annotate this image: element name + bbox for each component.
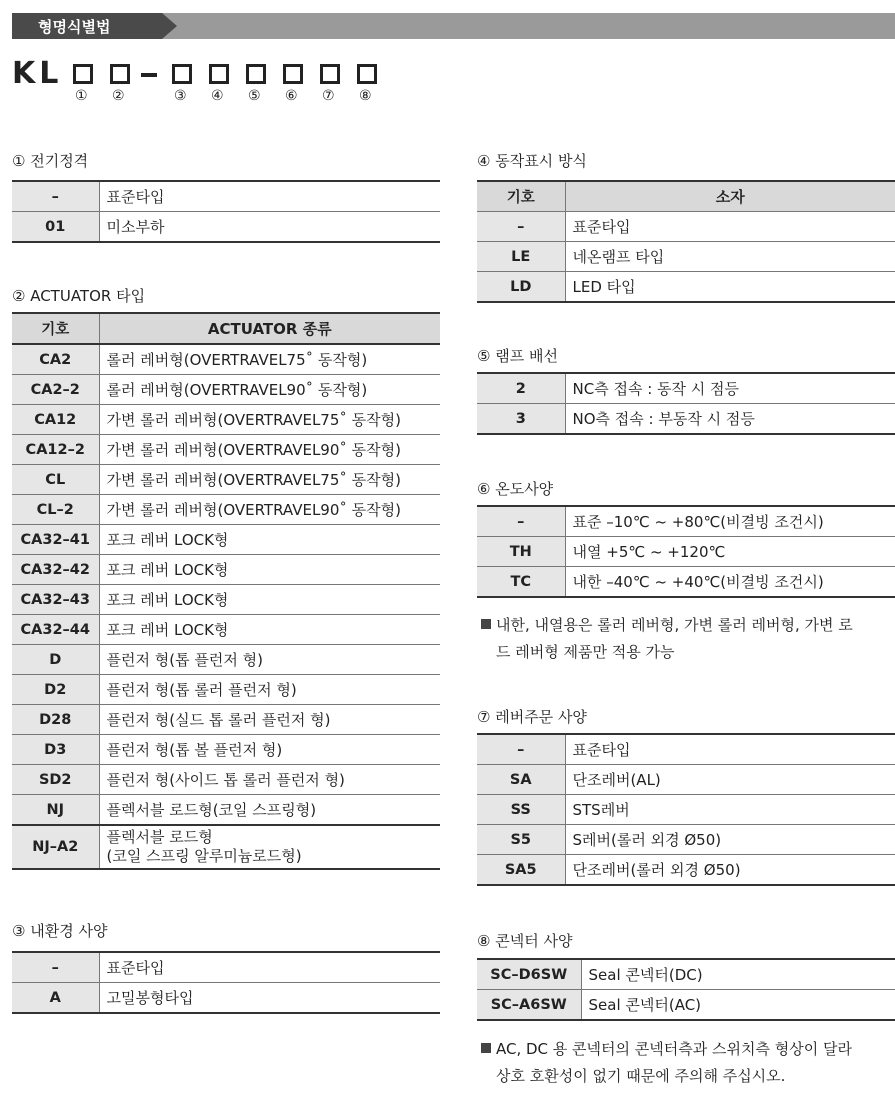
table-row — [12, 181, 440, 212]
desc-cell: 표준타입 — [565, 212, 895, 242]
desc-cell: STS레버 — [565, 795, 895, 825]
desc-cell: 플런저 형(실드 톱 롤러 플런저 형) — [99, 705, 440, 735]
code-cell: A — [12, 983, 99, 1014]
desc-cell: 표준 –10℃ ~ +80℃(비결빙 조건시) — [565, 506, 895, 537]
desc-cell: 포크 레버 LOCK형 — [99, 585, 440, 615]
code-cell: CA32–41 — [12, 525, 99, 555]
desc-cell: 포크 레버 LOCK형 — [99, 525, 440, 555]
code-cell: 01 — [12, 212, 99, 243]
table-row — [12, 735, 440, 765]
environment-spec-table — [12, 951, 440, 1014]
code-cell: SS — [477, 795, 565, 825]
desc-line-2: (코일 스프링 알루미늄로드형) — [106, 847, 302, 865]
page-title: 형명식별법 — [38, 18, 111, 36]
connector-note — [481, 1036, 852, 1090]
table-row — [12, 405, 440, 435]
position-number-1: ① — [75, 88, 88, 104]
section-title-temperature-spec: ⑥ 온도사양 — [477, 480, 554, 498]
temperature-note — [481, 612, 853, 666]
table-row — [477, 567, 895, 598]
section-title-lever-order-spec: ⑦ 레버주문 사양 — [477, 708, 587, 726]
section-title-environment-spec: ③ 내환경 사양 — [12, 922, 108, 940]
code-cell: 2 — [477, 373, 565, 404]
desc-cell: 네온램프 타입 — [565, 242, 895, 272]
position-number-4: ④ — [211, 88, 224, 104]
column-header-actuator-kind: ACTUATOR 종류 — [99, 313, 440, 344]
code-cell: – — [12, 952, 99, 983]
table-row — [477, 404, 895, 435]
position-number-2: ② — [112, 88, 125, 104]
table-row — [12, 525, 440, 555]
desc-cell: 표준타입 — [99, 952, 440, 983]
table-row — [12, 645, 440, 675]
desc-cell: NO측 접속 : 부동작 시 점등 — [565, 404, 895, 435]
code-dash — [141, 73, 157, 77]
desc-cell: 고밀봉형타입 — [99, 983, 440, 1014]
code-cell: LD — [477, 272, 565, 303]
desc-cell: 플런저 형(톱 플런저 형) — [99, 645, 440, 675]
desc-cell: 가변 롤러 레버형(OVERTRAVEL75˚ 동작형) — [99, 465, 440, 495]
code-cell: S5 — [477, 825, 565, 855]
table-row — [477, 959, 895, 990]
position-number-6: ⑥ — [285, 88, 298, 104]
code-cell: CA32–44 — [12, 615, 99, 645]
column-header-code: 기호 — [477, 181, 565, 212]
actuator-rows — [12, 344, 440, 825]
table-row — [477, 825, 895, 855]
placeholder-box-4 — [209, 64, 229, 84]
table-row — [12, 983, 440, 1014]
code-cell: NJ–A2 — [12, 825, 99, 869]
table-row — [12, 675, 440, 705]
code-cell: D3 — [12, 735, 99, 765]
table-row — [12, 555, 440, 585]
bullet-square-icon — [481, 1043, 491, 1053]
desc-cell — [99, 825, 440, 869]
table-row — [12, 495, 440, 525]
code-cell: 3 — [477, 404, 565, 435]
table-row — [477, 990, 895, 1021]
placeholder-box-6 — [283, 64, 303, 84]
electrical-rating-table — [12, 180, 440, 243]
desc-cell: LED 타입 — [565, 272, 895, 303]
actuator-type-table — [12, 312, 440, 870]
desc-cell: 표준타입 — [565, 734, 895, 765]
desc-cell: Seal 콘넥터(AC) — [581, 990, 895, 1021]
code-cell: D2 — [12, 675, 99, 705]
code-cell: CL — [12, 465, 99, 495]
code-cell: CA12–2 — [12, 435, 99, 465]
code-cell: – — [477, 212, 565, 242]
desc-cell: 미소부하 — [99, 212, 440, 243]
code-cell: SA — [477, 765, 565, 795]
section-title-actuator-type: ② ACTUATOR 타입 — [12, 287, 146, 305]
table-row — [477, 242, 895, 272]
desc-cell: 가변 롤러 레버형(OVERTRAVEL75˚ 동작형) — [99, 405, 440, 435]
desc-cell: 표준타입 — [99, 181, 440, 212]
code-cell: TC — [477, 567, 565, 598]
placeholder-box-1 — [73, 64, 93, 84]
table-row — [477, 373, 895, 404]
table-row — [12, 344, 440, 375]
placeholder-box-2 — [110, 64, 130, 84]
code-cell: CA32–43 — [12, 585, 99, 615]
table-row — [12, 952, 440, 983]
table-row — [12, 795, 440, 826]
code-cell: – — [477, 506, 565, 537]
position-number-8: ⑧ — [359, 88, 372, 104]
desc-cell: 플런저 형(톱 볼 플런저 형) — [99, 735, 440, 765]
section-title-electrical-rating: ① 전기정격 — [12, 152, 89, 170]
table-row — [477, 734, 895, 765]
bullet-square-icon — [481, 619, 491, 629]
temperature-spec-table — [477, 505, 895, 598]
indicator-type-table — [477, 180, 895, 303]
code-cell: CA12 — [12, 405, 99, 435]
code-cell: – — [12, 181, 99, 212]
code-cell: SC–D6SW — [477, 959, 581, 990]
table-row — [12, 825, 440, 869]
table-row — [12, 615, 440, 645]
table-row — [12, 212, 440, 243]
note-line-1: AC, DC 용 콘넥터의 콘넥터측과 스위치측 형상이 달라 — [496, 1040, 852, 1058]
table-row — [477, 272, 895, 303]
model-prefix: KL — [12, 56, 63, 91]
code-cell: CA2 — [12, 344, 99, 375]
desc-cell: 내열 +5℃ ~ +120℃ — [565, 537, 895, 567]
code-cell: CL–2 — [12, 495, 99, 525]
table-header-row — [477, 181, 895, 212]
lamp-wiring-table — [477, 372, 895, 435]
desc-line-1: 플렉서블 로드형 — [106, 828, 213, 846]
position-number-7: ⑦ — [322, 88, 335, 104]
position-number-5: ⑤ — [248, 88, 261, 104]
table-row — [477, 855, 895, 886]
desc-cell: 플런저 형(톱 롤러 플런저 형) — [99, 675, 440, 705]
table-row — [477, 212, 895, 242]
desc-cell: 플런저 형(사이드 톱 롤러 플런저 형) — [99, 765, 440, 795]
note-line-2: 드 레버형 제품만 적용 가능 — [496, 643, 675, 661]
desc-cell: 가변 롤러 레버형(OVERTRAVEL90˚ 동작형) — [99, 495, 440, 525]
table-row — [12, 465, 440, 495]
table-row — [12, 435, 440, 465]
placeholder-box-5 — [246, 64, 266, 84]
table-row — [12, 585, 440, 615]
position-number-3: ③ — [174, 88, 187, 104]
table-header-row — [12, 313, 440, 344]
code-cell: LE — [477, 242, 565, 272]
section-title-indicator-type: ④ 동작표시 방식 — [477, 152, 587, 170]
column-header-element: 소자 — [565, 181, 895, 212]
section-title-connector-spec: ⑧ 콘넥터 사양 — [477, 932, 573, 950]
column-header-code: 기호 — [12, 313, 99, 344]
table-row — [477, 795, 895, 825]
code-cell: SD2 — [12, 765, 99, 795]
note-line-1: 내한, 내열용은 롤러 레버형, 가변 롤러 레버형, 가변 로 — [496, 616, 853, 634]
table-row — [12, 375, 440, 405]
code-cell: – — [477, 734, 565, 765]
code-cell: CA2–2 — [12, 375, 99, 405]
desc-cell: 포크 레버 LOCK형 — [99, 615, 440, 645]
code-cell: TH — [477, 537, 565, 567]
table-row — [477, 537, 895, 567]
table-row — [477, 765, 895, 795]
code-cell: SA5 — [477, 855, 565, 886]
desc-cell: 내한 –40℃ ~ +40℃(비결빙 조건시) — [565, 567, 895, 598]
desc-cell: 플렉서블 로드형(코일 스프링형) — [99, 795, 440, 826]
code-cell: D28 — [12, 705, 99, 735]
note-line-2: 상호 호환성이 없기 때문에 주의해 주십시오. — [496, 1067, 786, 1085]
code-cell: SC–A6SW — [477, 990, 581, 1021]
section-header-bar — [12, 13, 895, 39]
table-row — [477, 506, 895, 537]
desc-cell: S레버(롤러 외경 Ø50) — [565, 825, 895, 855]
desc-cell: 단조레버(롤러 외경 Ø50) — [565, 855, 895, 886]
placeholder-box-8 — [357, 64, 377, 84]
placeholder-box-3 — [172, 64, 192, 84]
desc-cell: Seal 콘넥터(DC) — [581, 959, 895, 990]
desc-cell: 단조레버(AL) — [565, 765, 895, 795]
desc-cell: NC측 접속 : 동작 시 점등 — [565, 373, 895, 404]
lever-order-spec-table — [477, 733, 895, 886]
section-title-lamp-wiring: ⑤ 램프 배선 — [477, 347, 558, 365]
desc-cell: 롤러 레버형(OVERTRAVEL75˚ 동작형) — [99, 344, 440, 375]
table-row — [12, 705, 440, 735]
connector-spec-table — [477, 958, 895, 1021]
code-cell: NJ — [12, 795, 99, 826]
code-cell: D — [12, 645, 99, 675]
desc-cell: 롤러 레버형(OVERTRAVEL90˚ 동작형) — [99, 375, 440, 405]
placeholder-box-7 — [320, 64, 340, 84]
desc-cell: 가변 롤러 레버형(OVERTRAVEL90˚ 동작형) — [99, 435, 440, 465]
lever-rows — [477, 734, 895, 885]
table-row — [12, 765, 440, 795]
code-cell: CA32–42 — [12, 555, 99, 585]
desc-cell: 포크 레버 LOCK형 — [99, 555, 440, 585]
